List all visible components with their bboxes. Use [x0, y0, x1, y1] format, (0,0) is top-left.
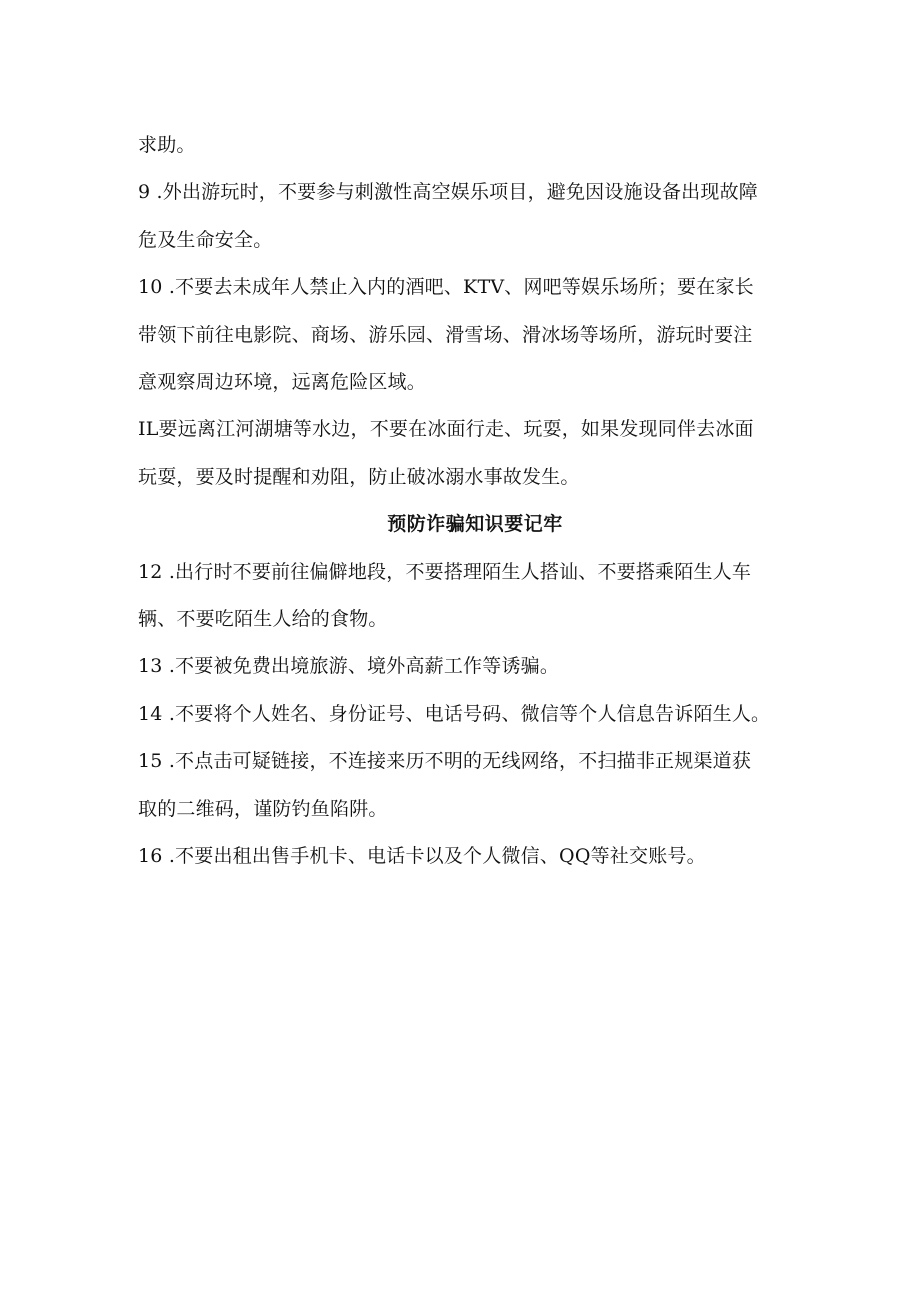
section-title: 预防诈骗知识要记牢 [387, 513, 563, 536]
text-line: IL要远离江河湖塘等水边，不要在冰面行走、玩耍，如果发现同伴去冰面 [138, 418, 754, 441]
text-line: 取的二维码，谨防钓鱼陷阱。 [138, 797, 388, 820]
text-line: 危及生命安全。 [138, 228, 273, 251]
text-line: 13 .不要被免费出境旅游、境外高薪工作等诱骗。 [138, 655, 560, 678]
text-line: 求助。 [138, 134, 196, 156]
text-line: 辆、不要吃陌生人给的食物。 [138, 608, 388, 631]
text-line: 12 .出行时不要前往偏僻地段，不要搭理陌生人搭讪、不要搭乘陌生人车 [138, 560, 752, 583]
text-line: 14 .不要将个人姓名、身份证号、电话号码、微信等个人信息告诉陌生人。 [138, 702, 771, 725]
document-body [138, 122, 786, 881]
text-line: 16 .不要出租出售手机卡、电话卡以及个人微信、QQ等社交账号。 [138, 845, 706, 868]
text-line: 意观察周边环境，远离危险区域。 [138, 371, 427, 394]
text-line: 10 .不要去未成年人禁止入内的酒吧、KTV、网吧等娱乐场所；要在家长 [138, 276, 754, 299]
text-line: 玩耍，要及时提醒和劝阻，防止破冰溺水事故发生。 [138, 465, 580, 488]
text-line: 15 .不点击可疑链接，不连接来历不明的无线网络，不扫描非正规渠道获 [138, 750, 752, 773]
text-line: 9 .外出游玩时，不要参与刺激性高空娱乐项目，避免因设施设备出现故障 [138, 181, 758, 204]
text-line: 带领下前往电影院、商场、游乐园、滑雪场、滑冰场等场所，游玩时要注 [138, 323, 753, 346]
